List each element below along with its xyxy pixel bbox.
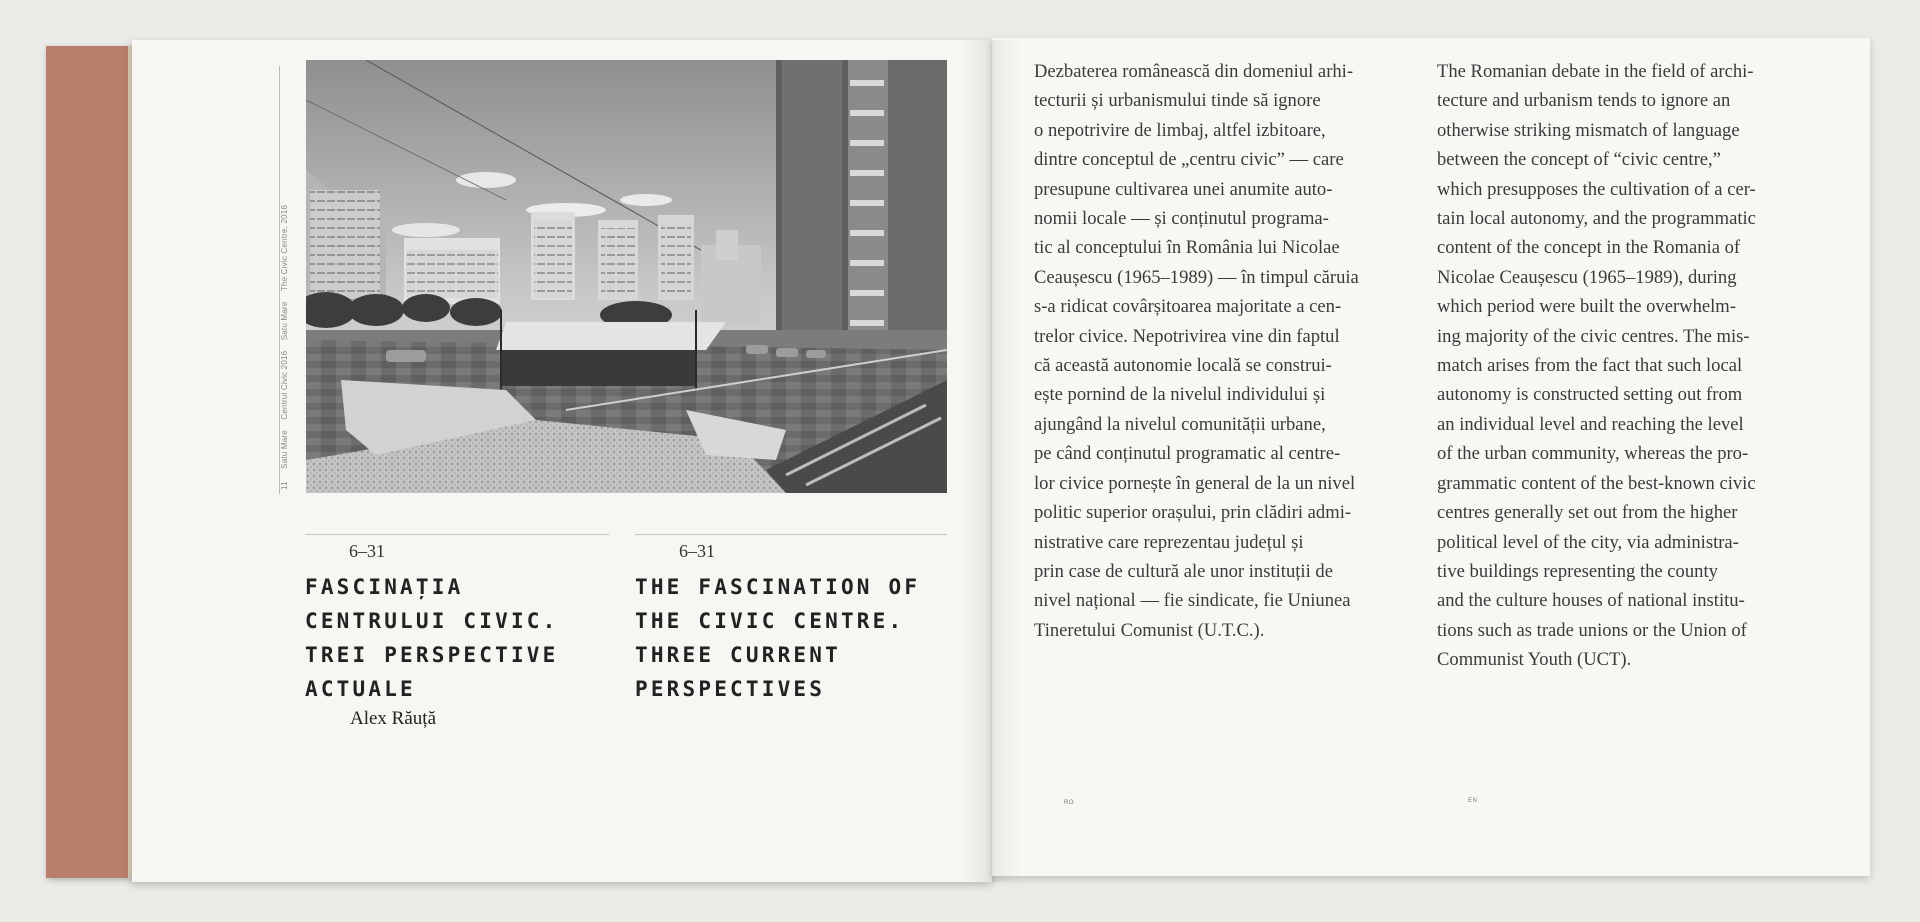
text-line: tain local autonomy, and the programmatic (1437, 208, 1756, 230)
text-line: between the concept of “civic centre,” (1437, 149, 1721, 171)
text-line: an individual level and reaching the level (1437, 413, 1744, 435)
title-line: PERSPECTIVES (635, 677, 826, 701)
title-line: ACTUALE (305, 677, 416, 701)
caption-place-en: Satu Mare (280, 301, 289, 341)
entry-title-en (635, 570, 947, 706)
title-line: TREI PERSPECTIVE (305, 643, 559, 667)
text-column-en (1437, 57, 1817, 675)
text-line: politic superior orașului, prin clădiri admi- (1034, 502, 1352, 524)
entry-author: Alex Răuță (350, 708, 437, 729)
entry-rule (305, 534, 609, 535)
text-line: dintre conceptul de „centru civic” — care (1034, 149, 1344, 171)
text-line: autonomy is constructed setting out from (1437, 384, 1743, 406)
text-line: Tineretului Comunist (U.T.C.). (1034, 619, 1265, 641)
caption-title: Centrul Civic 2016 (280, 350, 289, 420)
text-line: ește pornind de la nivelul individului și (1034, 384, 1326, 406)
text-line: Nicolae Ceaușescu (1965–1989), during (1437, 266, 1737, 288)
text-line: nivel național — fie sindicate, fie Uniunea (1034, 590, 1351, 612)
text-line: tecturii și urbanismului tinde să ignore (1034, 90, 1321, 112)
text-line: centres generally set out from the higher (1437, 502, 1738, 524)
text-line: s-a ridicat covârșitoarea majoritate a cen- (1034, 296, 1342, 318)
text-line: which presupposes the cultivation of a cer- (1437, 178, 1756, 200)
title-line: THE FASCINATION OF (635, 575, 921, 599)
text-line: Communist Youth (UCT). (1437, 649, 1632, 671)
folio-en: EN (1468, 798, 1478, 804)
caption-place: Satu Mare (280, 430, 289, 469)
text-line: Dezbaterea românească din domeniul arhi- (1034, 61, 1354, 82)
contents-entry-en (635, 534, 947, 706)
title-line: CENTRULUI CIVIC. (305, 609, 559, 633)
text-line: pe când conținutul programatic al centre- (1034, 443, 1341, 465)
contents-entry-ro (305, 534, 609, 730)
text-line: tions such as trade unions or the Union of (1437, 619, 1747, 641)
text-line: presupune cultivarea unei anumite auto- (1034, 178, 1333, 200)
text-line: tive buildings representing the county (1437, 560, 1718, 582)
book-cover (46, 46, 136, 878)
text-line: otherwise striking mismatch of language (1437, 119, 1740, 141)
civic-centre-photo (306, 60, 947, 493)
text-line: which period were built the overwhelm- (1437, 296, 1736, 318)
text-line: nistrative care reprezentau județul și (1034, 531, 1304, 553)
text-line: content of the concept in the Romania of (1437, 237, 1741, 259)
text-line: political level of the city, via administra- (1437, 531, 1739, 553)
title-line: THE CIVIC CENTRE. (635, 609, 905, 633)
text-line: lor civice pornește în general de la un nivel (1034, 472, 1356, 494)
text-line: ing majority of the civic centres. The mis- (1437, 325, 1750, 347)
text-line: ajungând la nivelul comunității urbane, (1034, 413, 1326, 435)
text-line: of the urban community, whereas the pro- (1437, 443, 1749, 465)
text-line: grammatic content of the best-known civic (1437, 472, 1756, 494)
text-line: The Romanian debate in the field of archi- (1437, 61, 1754, 82)
text-line: tecture and urbanism tends to ignore an (1437, 90, 1731, 112)
text-line: match arises from the fact that such local (1437, 355, 1743, 377)
text-line: Ceaușescu (1965–1989) — în timpul căruia (1034, 266, 1359, 288)
text-line: prin case de cultură ale unor instituții de (1034, 560, 1333, 582)
text-line: nomii locale — și conținutul programa- (1034, 208, 1329, 230)
entry-rule (635, 534, 947, 535)
title-line: THREE CURRENT (635, 643, 841, 667)
title-line: FASCINAȚIA (305, 575, 464, 599)
entry-pages: 6–31 (679, 541, 715, 561)
caption-rule (279, 66, 280, 494)
text-line: trelor civice. Nepotrivirea vine din faptul (1034, 325, 1340, 347)
caption-page-number: 11 (280, 481, 289, 490)
text-line: and the culture houses of national institu- (1437, 590, 1745, 612)
entry-pages: 6–31 (349, 541, 385, 561)
folio-ro: RO (1064, 800, 1074, 806)
photo-caption (280, 205, 289, 490)
text-column-ro (1034, 57, 1406, 645)
text-line: o nepotrivire de limbaj, altfel izbitoare, (1034, 119, 1326, 141)
entry-title-ro (305, 570, 609, 706)
text-line: tic al conceptului în România lui Nicolae (1034, 237, 1340, 259)
caption-title-en: The Civic Centre, 2016 (280, 204, 289, 292)
text-line: că această autonomie locală se construi- (1034, 355, 1332, 377)
